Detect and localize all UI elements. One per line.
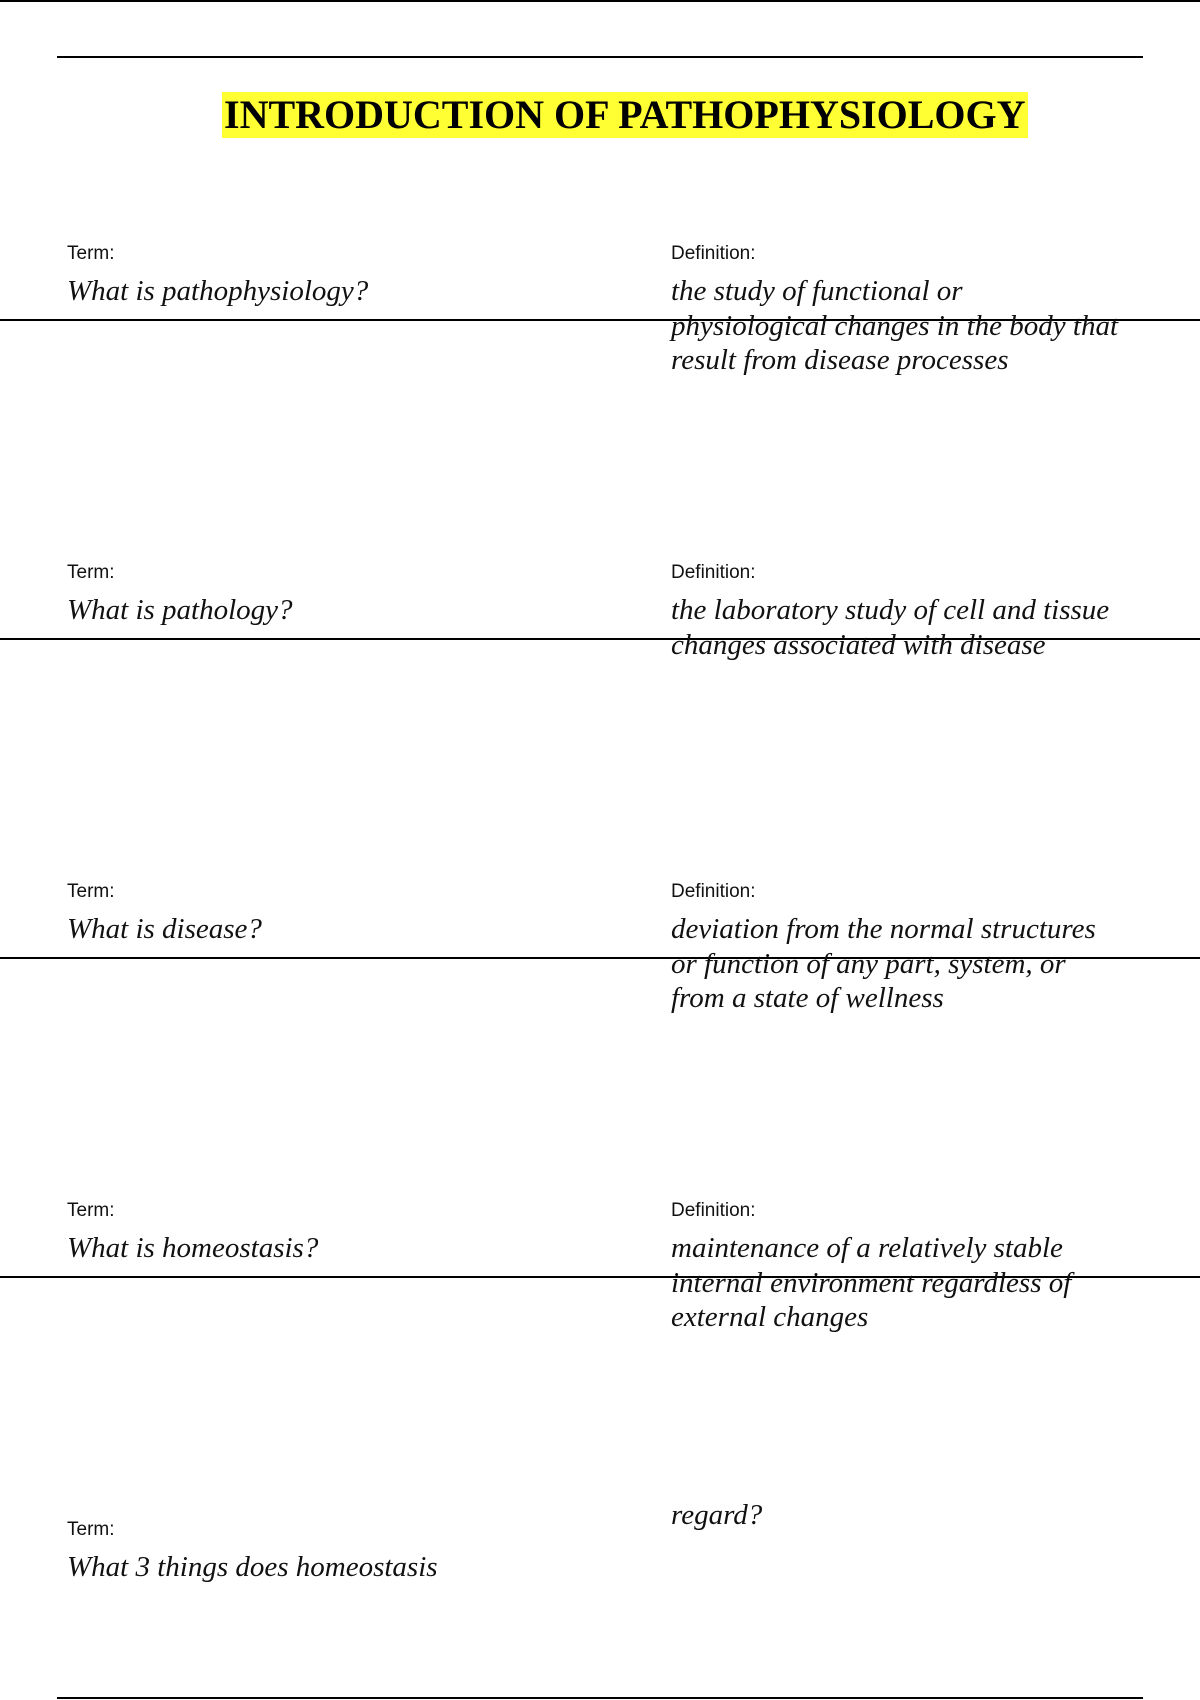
header-rule <box>57 56 1143 58</box>
term-label: Term: <box>67 562 115 583</box>
term-label: Term: <box>67 243 115 264</box>
term-text: What is pathology? <box>67 594 293 626</box>
definition-line: from a state of wellness <box>671 982 944 1014</box>
definition-text <box>671 274 1171 378</box>
term-text: What is homeostasis? <box>67 1232 319 1264</box>
definition-line: maintenance of a relatively stable <box>671 1232 1063 1264</box>
definition-label: Definition: <box>671 243 756 264</box>
definition-label: Definition: <box>671 562 756 583</box>
term-label: Term: <box>67 881 115 902</box>
definition-line: physiological changes in the body that <box>671 309 1119 342</box>
definition-text <box>671 593 1171 662</box>
definition-continuation: regard? <box>671 1499 763 1531</box>
definition-line: the study of functional or <box>671 275 963 307</box>
definition-line: external changes <box>671 1301 869 1333</box>
term-label: Term: <box>67 1200 115 1221</box>
definition-line: deviation from the normal structures <box>671 913 1096 945</box>
definition-line: or function of any part, system, or <box>671 947 1066 980</box>
definition-line: changes associated with disease <box>671 628 1046 661</box>
definition-line: result from disease processes <box>671 344 1009 376</box>
term-text: What 3 things does homeostasis <box>67 1551 438 1583</box>
definition-line: the laboratory study of cell and tissue <box>671 594 1110 626</box>
definition-line: internal environment regardless of <box>671 1266 1072 1299</box>
term-text: What is disease? <box>67 913 262 945</box>
definition-label: Definition: <box>671 881 756 902</box>
definition-text <box>671 912 1171 1016</box>
term-text: What is pathophysiology? <box>67 275 369 307</box>
definition-label: Definition: <box>671 1200 756 1221</box>
term-label: Term: <box>67 1519 115 1540</box>
document-title: INTRODUCTION OF PATHOPHYSIOLOGY <box>224 92 1026 137</box>
page-top-edge <box>0 0 1200 2</box>
footer-rule <box>57 1697 1143 1699</box>
definition-text <box>671 1231 1171 1335</box>
